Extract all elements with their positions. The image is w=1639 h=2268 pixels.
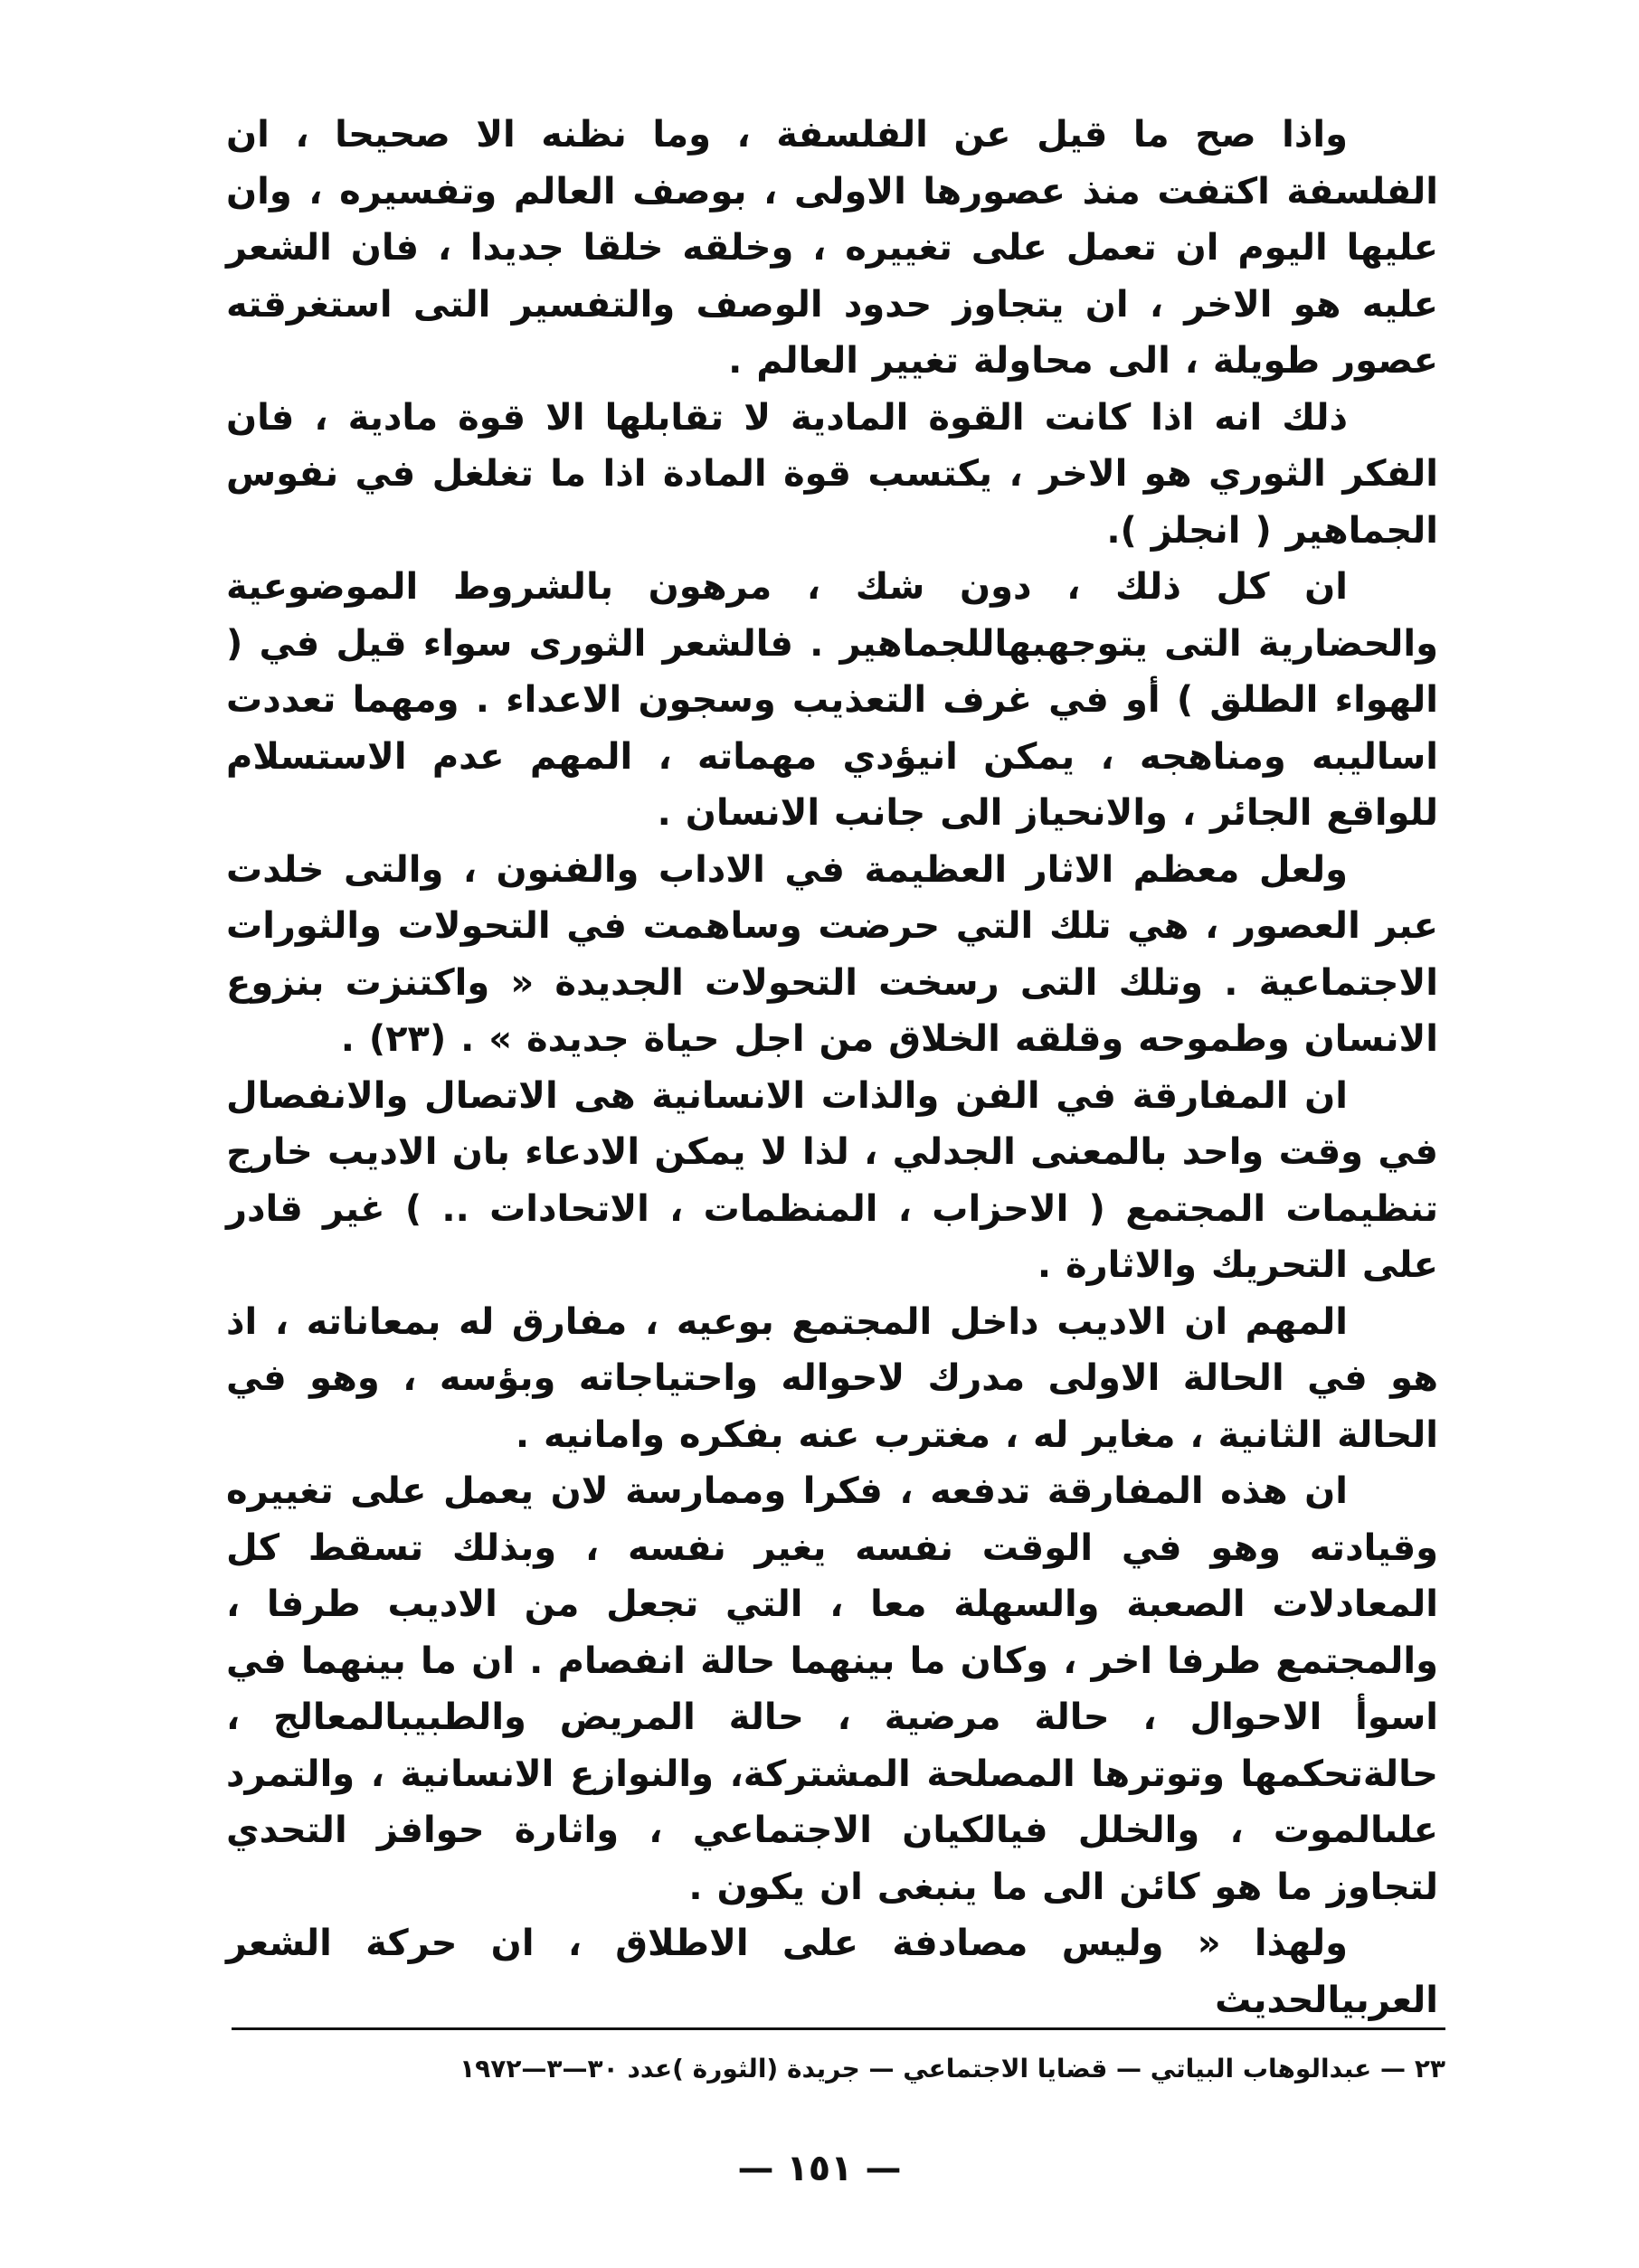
paragraph: واذا صح ما قيل عن الفلسفة ، وما نظنه الا صحيحا ، ان الفلسفة اكتفت منذ عصورها الاولى ، بوصف العالم وتفسيره ، وان عليها اليوم ان تعمل على تغييره ، وخلقه خلقا جديدا ، فان الشعر عليه هو الاخر ، ان يتجاوز حدود الوصف والتفسير التى استغرقته عصور طويلة ، الى محاولة تغيير العالم . (226, 114, 1438, 382)
paragraph: المهم ان الاديب داخل المجتمع بوعيه ، مفارق له بمعاناته ، اذ هو في الحالة الاولى مدرك لاحواله واحتياجاته وبؤسه ، وهو في الحالة الثانية ، مغاير له ، مغترب عنه بفكره وامانيه . (226, 1300, 1438, 1456)
paragraph: ان كل ذلك ، دون شك ، مرهون بالشروط الموضوعية والحضارية التى يتوجهبهاللجماهير . فالشعر الثورى سواء قيل في ( الهواء الطلق ) أو في غرف التعذيب وسجون الاعداء . ومهما تعددت اساليبه ومناهجه ، يمكن انيؤدي مهماته ، المهم عدم الاستسلام للواقع الجائر ، والانحياز الى جانب الانسان . (226, 566, 1438, 834)
page-number: — ١٥١ — (737, 2148, 902, 2189)
paragraph: ان هذه المفارقة تدفعه ، فكرا وممارسة لان يعمل على تغييره وقيادته وهو في الوقت نفسه يغير نفسه ، وبذلك تسقط كل المعادلات الصعبة والسهلة معا ، التي تجعل من الاديب طرفا ، والمجتمع طرفا اخر ، وكان ما بينهما حالة انفصام . ان ما بينهما في اسوأ الاحوال ، حالة مرضية ، حالة المريض والطبيبالمعالج ، حالةتحكمها وتوترها المصلحة المشتركة، والنوازع الانسانية ، والتمرد علىالموت ، والخلل فيالكيان الاجتماعي ، واثارة حوافز التحدي لتجاوز ما هو كائن الى ما ينبغى ان يكون . (226, 1470, 1438, 1908)
paragraph: ذلك انه اذا كانت القوة المادية لا تقابلها الا قوة مادية ، فان الفكر الثوري هو الاخر ، يكتسب قوة المادة اذا ما تغلغل في نفوس الجماهير ( انجلز ). (226, 396, 1438, 552)
body-text (226, 107, 1438, 2028)
footnote-divider (232, 2027, 1445, 2030)
footnote: ٢٣ — عبدالوهاب البياتي — قضايا الاجتماعي — جريدة (الثورة )عدد ٣٠—٣—١٩٧٢ (459, 2054, 1445, 2084)
paragraph: ان المفارقة في الفن والذات الانسانية هى الاتصال والانفصال في وقت واحد بالمعنى الجدلي ، لذا لا يمكن الادعاء بان الاديب خارج تنظيمات المجتمع ( الاحزاب ، المنظمات ، الاتحادات .. ) غير قادر على التحريك والاثارة . (226, 1074, 1438, 1286)
paragraph: ولهذا « وليس مصادفة على الاطلاق ، ان حركة الشعر العربيالحديث (226, 1923, 1438, 2021)
paragraph: ولعل معظم الاثار العظيمة في الاداب والفنون ، والتى خلدت عبر العصور ، هي تلك التي حرضت وساهمت في التحولات والثورات الاجتماعية . وتلك التى رسخت التحولات الجديدة « واكتنزت بنزوع الانسان وطموحه وقلقه الخلاق من اجل حياة جديدة » . (٢٣) . (226, 848, 1438, 1060)
